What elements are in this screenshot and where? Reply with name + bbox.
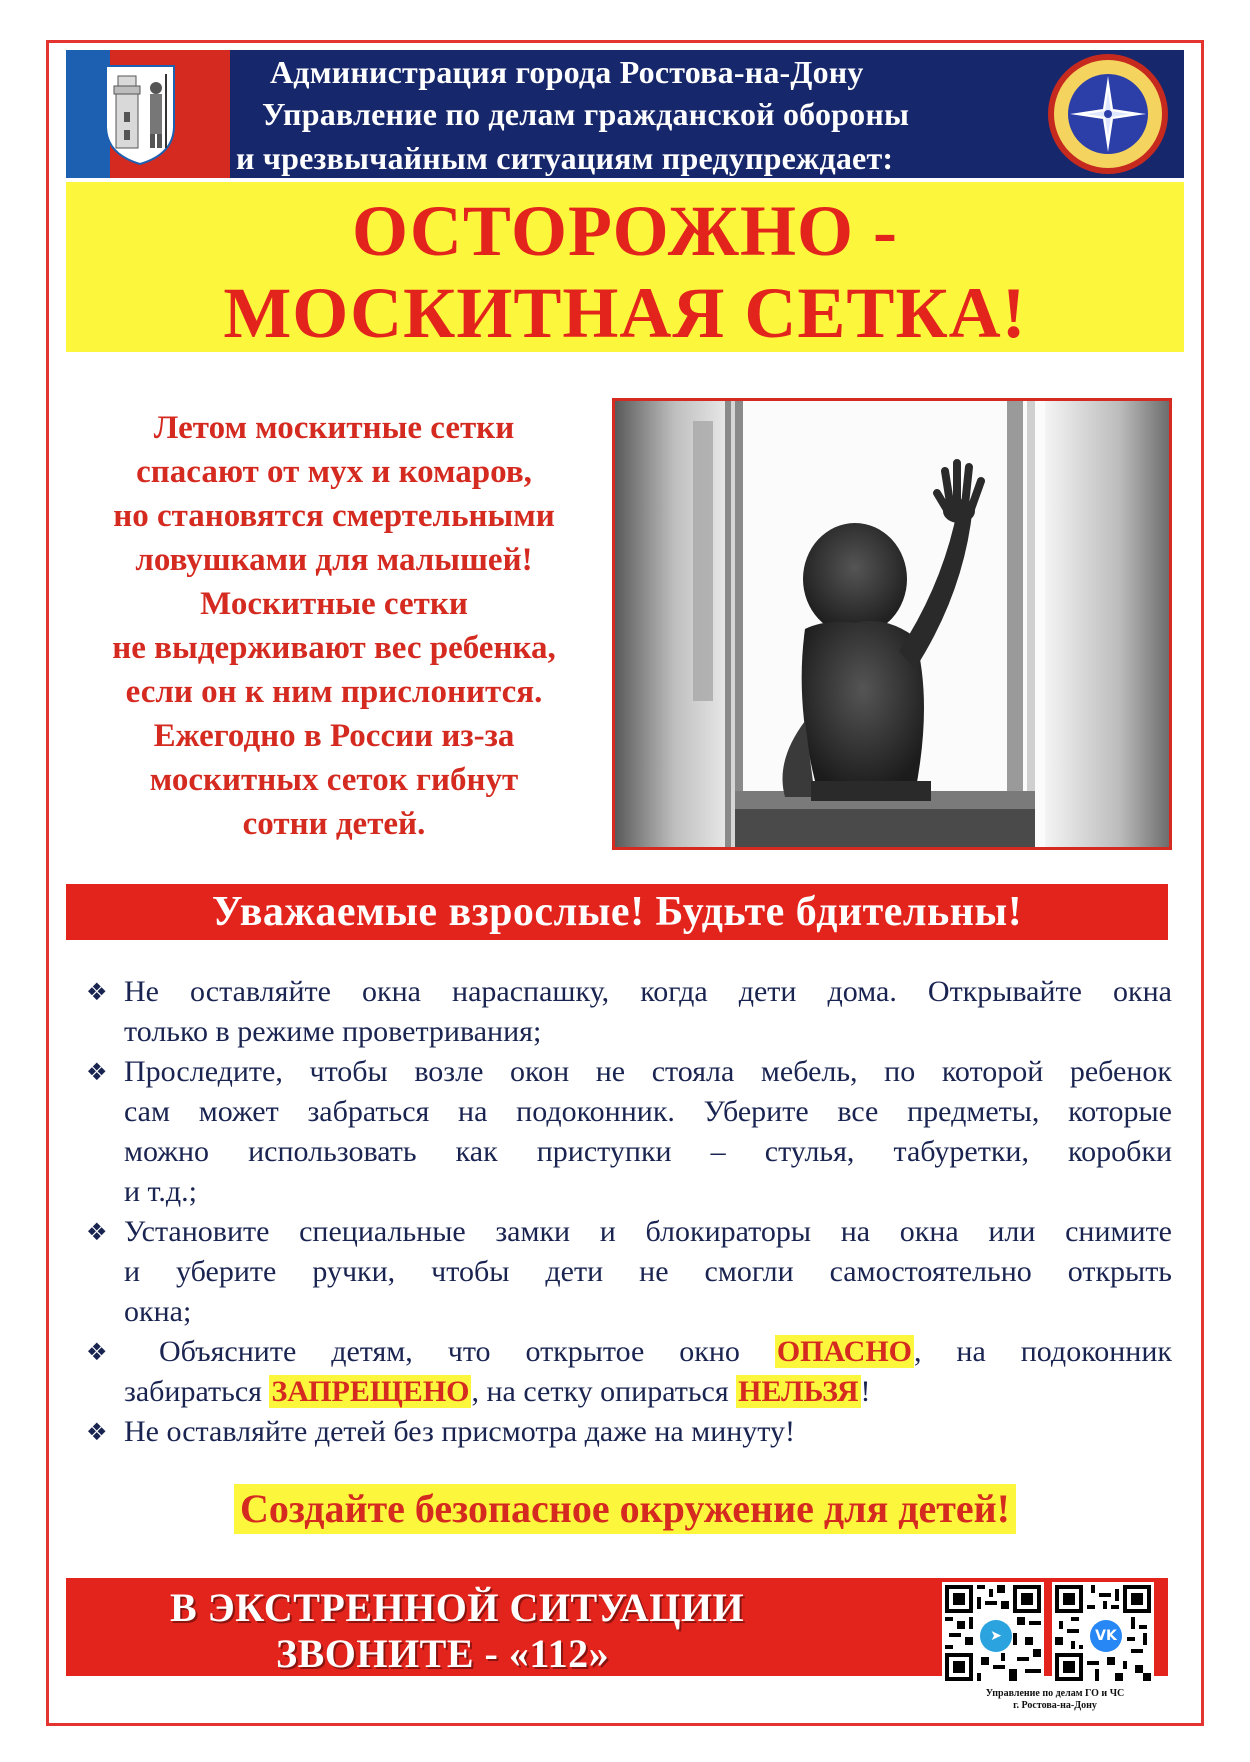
header-line-administration: Администрация города Ростова-на-Дону: [270, 54, 864, 90]
diamond-bullet-icon: ❖: [86, 1338, 108, 1366]
call-to-action: Создайте безопасное окружение для детей!: [234, 1484, 1016, 1534]
list-item-line: Установите специальные замки и блокираторы на окна или снимите: [124, 1215, 1172, 1248]
child-at-window-photo: [612, 398, 1172, 850]
warning-line: спасают от мух и комаров,: [136, 454, 532, 490]
list-item-line: и уберите ручки, чтобы дети не смогли самостоятельно открыть: [124, 1255, 1172, 1288]
list-item: [84, 972, 1172, 1052]
list-item-line: Не оставляйте детей без присмотра даже на минуту!: [124, 1415, 796, 1448]
warning-line: Ежегодно в России из-за: [153, 718, 515, 754]
list-item-line: Проследите, чтобы возле окон не стояла мебель, по которой ребенок: [124, 1055, 1172, 1088]
list-item-line: окна;: [124, 1295, 192, 1328]
list-item-line: можно использовать как приступки – стулья, табуретки, коробки: [124, 1135, 1172, 1168]
header-line-department: Управление по делам гражданской обороны: [262, 96, 910, 132]
warning-line: ловушками для малышей!: [135, 542, 533, 578]
list-item: [84, 1212, 1172, 1332]
call-to-action-wrap: [0, 1484, 1250, 1534]
qr-caption-line-1: Управление по делам ГО и ЧС: [985, 1688, 1125, 1699]
warning-line: Москитные сетки: [200, 586, 468, 622]
attention-banner: Уважаемые взрослые! Будьте бдительны!: [66, 884, 1168, 940]
header-line-warns: и чрезвычайным ситуациям предупреждает:: [236, 140, 894, 176]
highlight-not-allowed: НЕЛЬЗЯ: [738, 1375, 859, 1408]
list-item-line: только в режиме проветривания;: [124, 1015, 542, 1048]
telegram-qr-code[interactable]: [942, 1582, 1044, 1684]
diamond-bullet-icon: ❖: [86, 1058, 108, 1086]
vk-icon: VK: [1090, 1620, 1122, 1652]
emergency-department-emblem-icon: [1046, 52, 1170, 176]
rostov-coat-of-arms-icon: [102, 62, 178, 166]
list-item: [84, 1412, 1172, 1452]
list-item: [84, 1052, 1172, 1212]
warning-line: сотни детей.: [242, 806, 426, 842]
text-segment: , на подоконник: [914, 1335, 1172, 1368]
list-item-line: [124, 1332, 1172, 1372]
warning-line: Летом москитные сетки: [153, 410, 515, 446]
warning-line: но становятся смертельными: [113, 498, 555, 534]
title-line-1: ОСТОРОЖНО -: [352, 191, 898, 271]
warning-line: не выдерживают вес ребенка,: [112, 630, 556, 666]
qr-caption: [940, 1688, 1170, 1712]
text-segment: Объясните детям, что открытое окно: [158, 1335, 775, 1368]
footer-line-2: ЗВОНИТЕ - «112»: [276, 1631, 610, 1676]
telegram-icon: ➤: [980, 1620, 1012, 1652]
text-segment: , на сетку опираться: [471, 1375, 737, 1408]
list-item-line: [124, 1372, 1172, 1412]
warning-line: москитных сеток гибнут: [149, 762, 519, 798]
title-box: [66, 182, 1184, 352]
diamond-bullet-icon: ❖: [86, 1418, 108, 1446]
diamond-bullet-icon: ❖: [86, 1218, 108, 1246]
highlight-forbidden: ЗАПРЕЩЕНО: [271, 1375, 470, 1408]
warning-paragraph: [74, 406, 594, 846]
child-window-image: [615, 401, 1169, 847]
vk-qr-code[interactable]: [1052, 1582, 1154, 1684]
footer-line-1: В ЭКСТРЕННОЙ СИТУАЦИИ: [170, 1585, 745, 1630]
list-item-line: сам может забраться на подоконник. Уберите все предметы, которые: [124, 1095, 1172, 1128]
diamond-bullet-icon: ❖: [86, 978, 108, 1006]
list-item-line: и т.д.;: [124, 1175, 198, 1208]
safety-tips-list: [84, 972, 1172, 1452]
list-item: [84, 1332, 1172, 1412]
highlight-dangerous: ОПАСНО: [776, 1335, 912, 1368]
text-segment: забираться: [124, 1375, 270, 1408]
text-segment: !: [860, 1375, 871, 1408]
title-line-2: МОСКИТНАЯ СЕТКА!: [223, 273, 1027, 353]
qr-caption-line-2: г. Ростова-на-Дону: [1013, 1700, 1097, 1711]
list-item-line: Не оставляйте окна нараспашку, когда дети дома. Открывайте окна: [124, 975, 1172, 1008]
warning-line: если он к ним прислонится.: [125, 674, 543, 710]
